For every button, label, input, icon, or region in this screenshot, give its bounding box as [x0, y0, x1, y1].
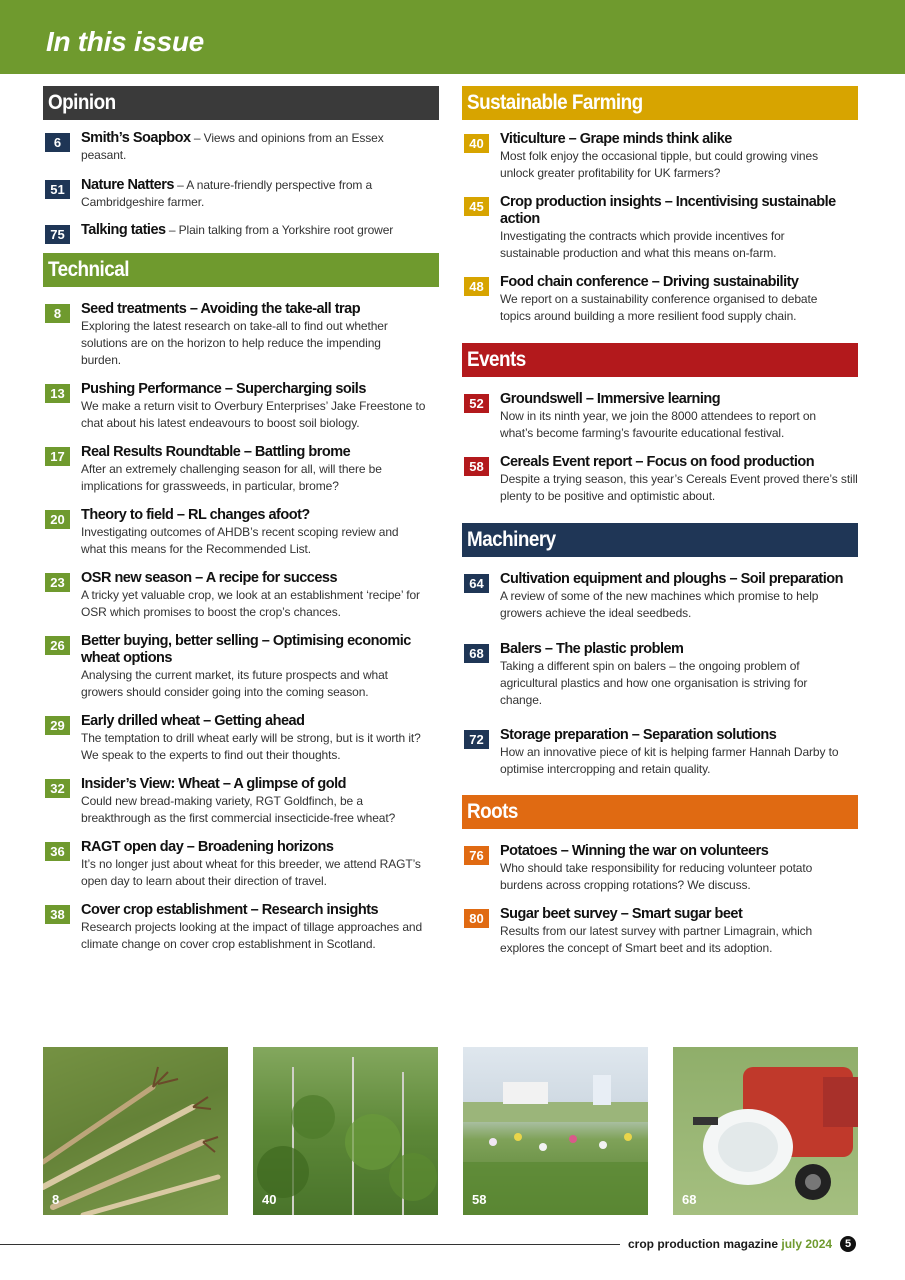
item-description: A review of some of the new machines which promise to help growers achieve the ideal seedbeds. — [500, 589, 819, 620]
left-column — [43, 86, 439, 953]
section-header-technical: Technical — [43, 253, 439, 287]
page-number: 72 — [464, 730, 489, 749]
item-description: Research projects looking at the impact of tillage approaches and climate change on cover crop establishment in Scotland. — [81, 920, 423, 951]
toc-item[interactable] — [43, 902, 439, 953]
item-description: Analysing the current market, its future prospects and what growers should consider going into the coming season. — [81, 668, 388, 699]
toc-item[interactable] — [462, 641, 858, 709]
toc-item[interactable] — [43, 177, 439, 211]
item-description: Most folk enjoy the occasional tipple, but could growing vines unlock greater profitability for UK farmers? — [500, 149, 818, 180]
magazine-name: crop production magazine — [628, 1237, 779, 1251]
item-description: Exploring the latest research on take-all to find out whether solutions are on the horizon to help reduce the impending burden. — [81, 319, 388, 367]
section-header-machinery: Machinery — [462, 523, 858, 557]
item-description: The temptation to drill wheat early will be strong, but is it worth it? We speak to the experts to find out their thoughts. — [81, 731, 421, 762]
toc-item[interactable] — [43, 301, 439, 369]
item-description: Who should take responsibility for reducing volunteer potato burdens across cropping rotations? We discuss. — [500, 861, 813, 892]
page-number: 36 — [45, 842, 70, 861]
wheat-stems-illustration — [43, 1047, 228, 1215]
item-title: Theory to field – RL changes afoot? — [81, 507, 310, 523]
item-title: Cereals Event report – Focus on food production — [500, 454, 815, 470]
toc-item[interactable] — [43, 713, 439, 764]
page-number: 38 — [45, 905, 70, 924]
page-number: 64 — [464, 574, 489, 593]
page-number: 75 — [45, 225, 70, 244]
page-number: 80 — [464, 909, 489, 928]
item-title: Food chain conference – Driving sustainability — [500, 274, 799, 290]
item-title: Nature Natters — [81, 177, 174, 193]
item-title: Crop production insights – Incentivising sustainable action — [500, 194, 836, 227]
item-title: Smith’s Soapbox — [81, 130, 191, 146]
item-description: Investigating the contracts which provide incentives for sustainable production and what this means on-farm. — [500, 229, 785, 260]
item-title: RAGT open day – Broadening horizons — [81, 839, 334, 855]
toc-item[interactable] — [462, 454, 858, 505]
page-number: 8 — [45, 304, 70, 323]
page-number: 58 — [464, 457, 489, 476]
item-title: Storage preparation – Separation solutions — [500, 727, 777, 743]
photo-baler[interactable] — [673, 1047, 858, 1215]
item-title: Cultivation equipment and ploughs – Soil preparation — [500, 571, 843, 587]
toc-item[interactable] — [43, 130, 439, 164]
toc-item[interactable] — [462, 843, 858, 894]
toc-item[interactable] — [43, 776, 439, 827]
photo-page-label: 40 — [262, 1192, 277, 1207]
item-description: Despite a trying season, this year’s Cereals Event proved there’s still plenty to be positive and optimistic about. — [500, 472, 858, 503]
page-number: 52 — [464, 394, 489, 413]
item-title: Real Results Roundtable – Battling brome — [81, 444, 351, 460]
vineyard-illustration — [253, 1047, 438, 1215]
item-description: – Views and opinions from an Essex peasant. — [81, 131, 384, 162]
item-description: After an extremely challenging season for all, will there be implications for grassweeds, in particular, brome? — [81, 462, 382, 493]
header-banner — [0, 0, 905, 74]
item-description: A tricky yet valuable crop, we look at an establishment ‘recipe’ for OSR which promises to boost the crop’s chances. — [81, 588, 420, 619]
item-description: Taking a different spin on balers – the ongoing problem of agricultural plastics and how one organisation is striving for change. — [500, 659, 808, 707]
page-number: 26 — [45, 636, 70, 655]
toc-item[interactable] — [462, 727, 858, 778]
photo-page-label: 58 — [472, 1192, 487, 1207]
item-title: Talking taties — [81, 222, 166, 238]
toc-item[interactable] — [462, 194, 858, 262]
photo-take-all-roots[interactable] — [43, 1047, 228, 1215]
page-number: 29 — [45, 716, 70, 735]
page-number: 45 — [464, 197, 489, 216]
item-description: Could new bread-making variety, RGT Goldfinch, be a breakthrough as the first commercial insecticide-free wheat? — [81, 794, 396, 825]
item-title: Viticulture – Grape minds think alike — [500, 131, 732, 147]
page-number: 48 — [464, 277, 489, 296]
baler-illustration — [673, 1047, 858, 1215]
item-title: Insider’s View: Wheat – A glimpse of gold — [81, 776, 346, 792]
page-number: 68 — [464, 644, 489, 663]
section-header-events: Events — [462, 343, 858, 377]
page-number: 51 — [45, 180, 70, 199]
item-title: Seed treatments – Avoiding the take-all trap — [81, 301, 361, 317]
item-title: Pushing Performance – Supercharging soils — [81, 381, 366, 397]
issue-date: july 2024 — [781, 1237, 833, 1251]
toc-item[interactable] — [462, 131, 858, 182]
item-title: Early drilled wheat – Getting ahead — [81, 713, 305, 729]
footer-page-number: 5 — [840, 1236, 856, 1252]
toc-item[interactable] — [462, 391, 858, 442]
item-title: Groundswell – Immersive learning — [500, 391, 721, 407]
field-plots-illustration — [463, 1047, 648, 1215]
section-header-opinion: Opinion — [43, 86, 439, 120]
item-description: – A nature-friendly perspective from a Cambridgeshire farmer. — [81, 178, 373, 209]
section-header-roots: Roots — [462, 795, 858, 829]
item-title: Potatoes – Winning the war on volunteers — [500, 843, 769, 859]
item-description: Investigating outcomes of AHDB’s recent scoping review and what this means for the Recommended List. — [81, 525, 399, 556]
toc-item[interactable] — [43, 507, 439, 558]
photo-page-label: 8 — [52, 1192, 60, 1207]
item-title: Balers – The plastic problem — [500, 641, 684, 657]
toc-item[interactable] — [462, 274, 858, 325]
toc-item[interactable] — [43, 381, 439, 432]
page-number: 6 — [45, 133, 70, 152]
toc-item[interactable] — [43, 633, 439, 701]
item-description: – Plain talking from a Yorkshire root grower — [165, 223, 394, 237]
item-title: OSR new season – A recipe for success — [81, 570, 338, 586]
right-column — [462, 86, 858, 957]
photo-vineyard[interactable] — [253, 1047, 438, 1215]
item-description: How an innovative piece of kit is helping farmer Hannah Darby to optimise intercropping and retain quality. — [500, 745, 839, 776]
page-number: 20 — [45, 510, 70, 529]
toc-item[interactable] — [43, 222, 439, 242]
section-header-sustainable-farming: Sustainable Farming — [462, 86, 858, 120]
item-title: Cover crop establishment – Research insights — [81, 902, 379, 918]
item-title: Sugar beet survey – Smart sugar beet — [500, 906, 743, 922]
toc-item[interactable] — [43, 839, 439, 890]
toc-item[interactable] — [43, 570, 439, 621]
footer-magazine-info — [628, 1237, 832, 1251]
item-description: Now in its ninth year, we join the 8000 attendees to report on what’s become farming’s favourite educational festival. — [500, 409, 817, 440]
photo-page-label: 68 — [682, 1192, 697, 1207]
toc-item[interactable] — [462, 906, 858, 957]
item-description: It’s no longer just about wheat for this breeder, we attend RAGT’s open day to learn about their direction of travel. — [81, 857, 421, 888]
page-number: 40 — [464, 134, 489, 153]
page-number: 13 — [45, 384, 70, 403]
item-description: We report on a sustainability conference organised to debate topics around building a more resilient food supply chain. — [500, 292, 818, 323]
item-title: Better buying, better selling – Optimising economic wheat options — [81, 633, 411, 666]
toc-item[interactable] — [462, 571, 858, 622]
page-title: In this issue — [46, 26, 204, 57]
item-description: We make a return visit to Overbury Enterprises’ Jake Freestone to chat about his latest endeavours to boost soil biology. — [81, 399, 426, 430]
photo-cereals-event[interactable] — [463, 1047, 648, 1215]
toc-item[interactable] — [43, 444, 439, 495]
item-description: Results from our latest survey with partner Limagrain, which explores the concept of Smart beet and its adoption. — [500, 924, 813, 955]
page-number: 17 — [45, 447, 70, 466]
page-number: 32 — [45, 779, 70, 798]
footer-rule — [0, 1244, 620, 1245]
page-number: 76 — [464, 846, 489, 865]
page-number: 23 — [45, 573, 70, 592]
